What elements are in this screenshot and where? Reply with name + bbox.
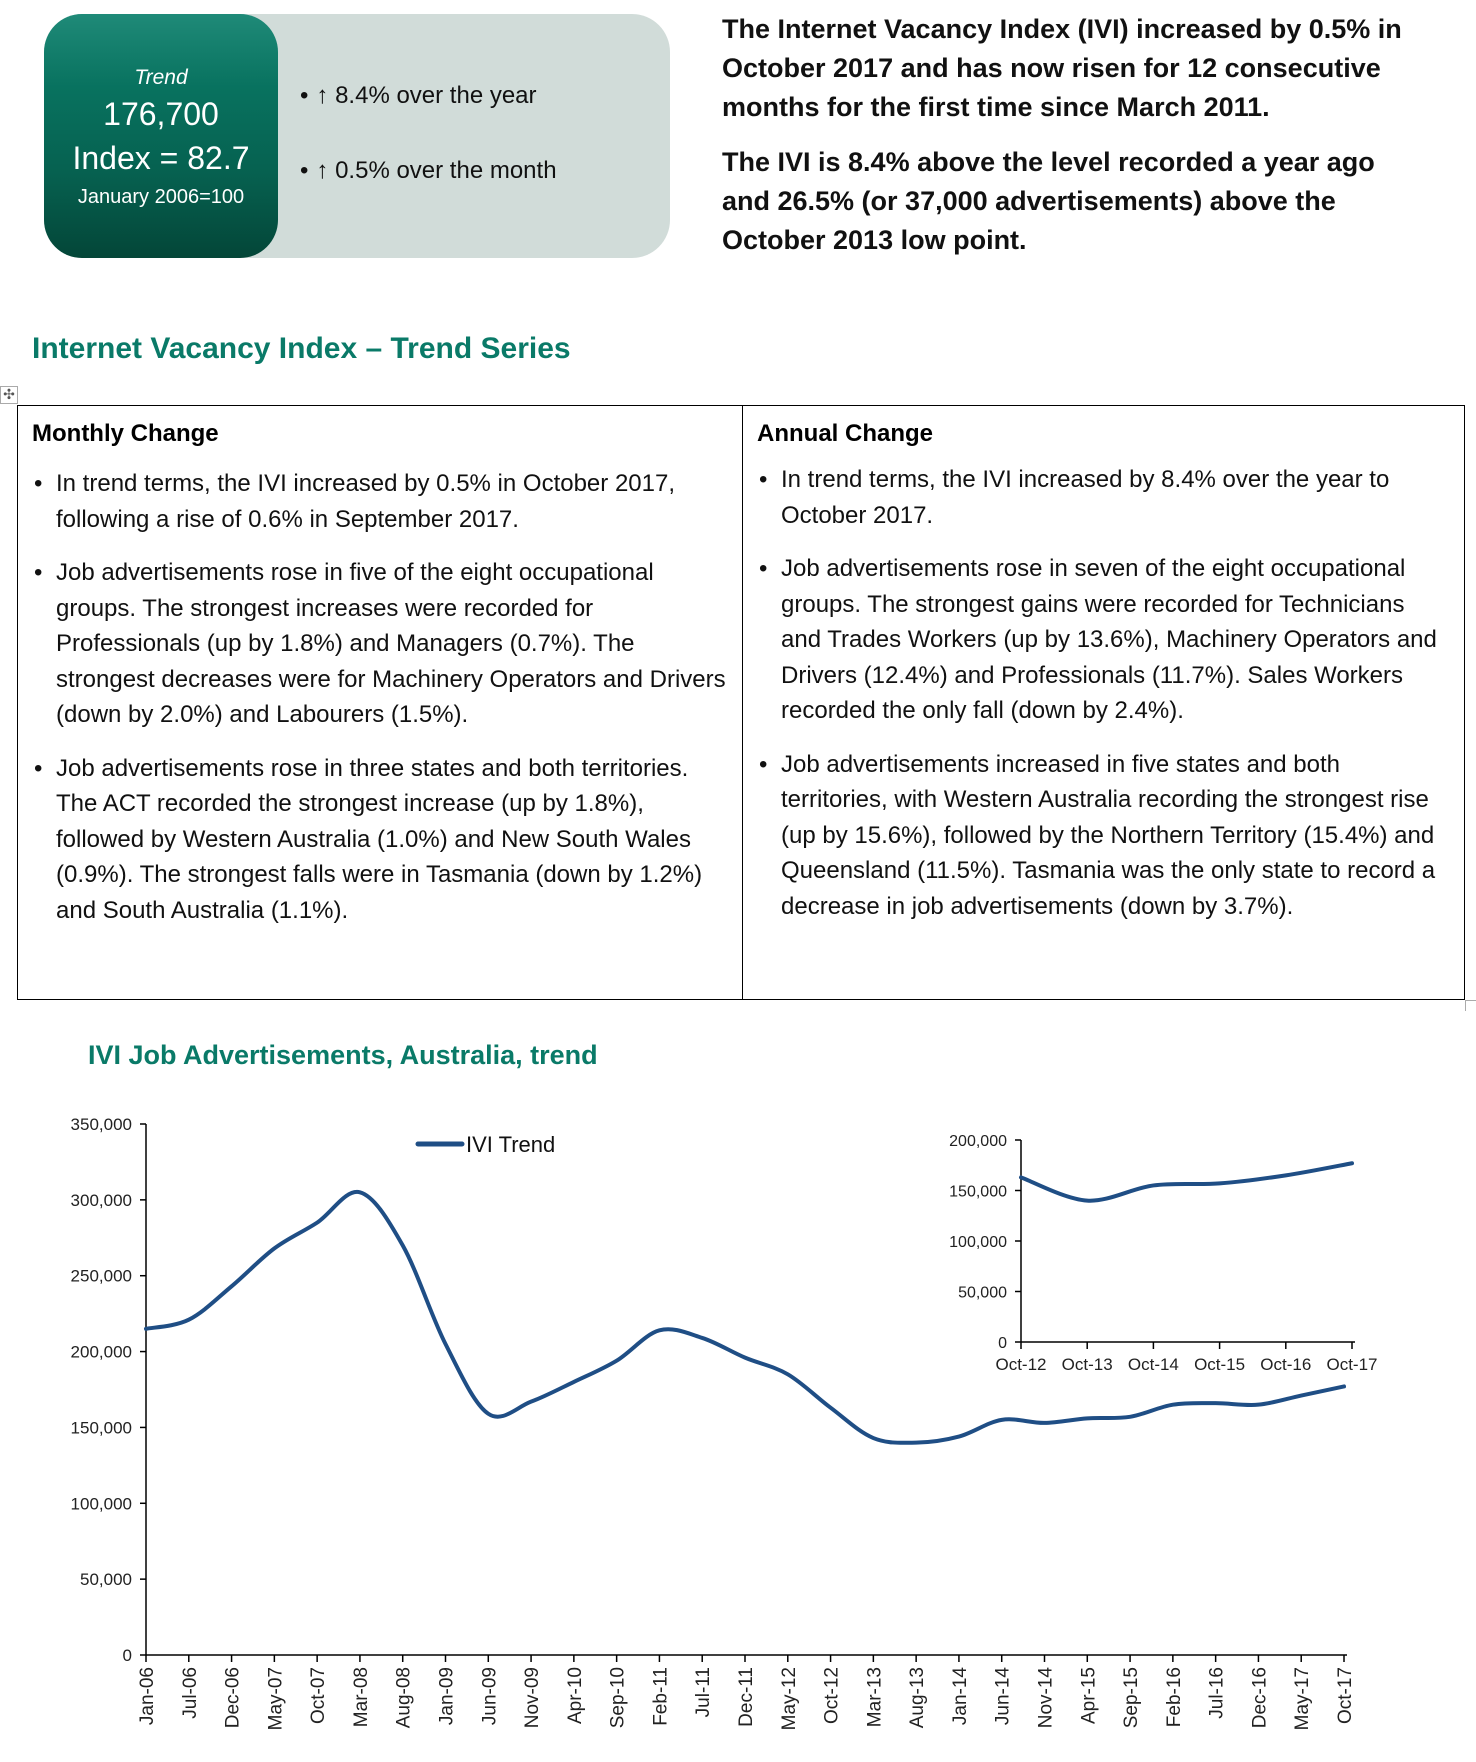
series-line [1021,1163,1352,1200]
monthly-change-column [18,406,743,999]
x-tick-label: Dec-16 [1249,1667,1271,1729]
main-chart [71,1115,1356,1730]
x-tick-label: Nov-09 [522,1667,544,1729]
y-tick-label: 0 [122,1646,132,1665]
x-tick-label: May-07 [265,1667,287,1731]
x-tick-label: Sep-10 [607,1667,629,1729]
x-tick-label: May-17 [1292,1667,1314,1731]
x-tick-label: Jan-09 [436,1667,458,1726]
trend-summary-table [17,405,1465,1000]
trend-label: Trend [134,66,188,89]
list-item: • Job advertisements rose in seven of the eight occupational groups. The strongest gains were recorded for Technicians and Trades Workers (up by 13.6%), Machinery Operators and Drivers (12.4%) and Professionals (11.7%). Sales Workers recorded the only fall (down by 2.4%). [757,551,1450,729]
x-tick-label: Jun-14 [992,1667,1014,1726]
list-item: • Job advertisements increased in five states and both territories, with Western Australia recording the strongest rise (up by 15.6%), followed by the Northern Territory (15.4%) and Queensland (11.5%). Tasmania was the only state to record a decrease in job advertisements (down by 3.7%). [757,747,1450,925]
list-item: • In trend terms, the IVI increased by 0.5% in October 2017, following a rise of 0.6% in September 2017. [32,466,728,537]
y-tick-label: 0 [998,1335,1007,1352]
x-tick-label: Dec-06 [222,1667,244,1729]
y-tick-label: 100,000 [70,1494,132,1514]
bullet-list [32,466,728,928]
headline-paragraph: The Internet Vacancy Index (IVI) increased by 0.5% in October 2017 and has now risen for 12 consecutive months for the first time since March 2011. [722,14,1402,122]
x-tick-label: Oct-14 [1127,1355,1179,1374]
trend-value: 176,700 [103,96,219,132]
x-tick-label: Mar-13 [864,1667,886,1728]
x-tick-label: Oct-13 [1061,1355,1113,1374]
y-tick-label: 150,000 [949,1183,1007,1201]
x-tick-label: Jun-09 [479,1667,501,1726]
arrow-up-icon: ↑ [316,82,329,109]
section-title: Internet Vacancy Index – Trend Series [32,332,571,365]
table-resize-handle[interactable] [1465,1000,1476,1011]
headline-text [722,10,1422,276]
y-tick-label: 50,000 [80,1570,132,1590]
y-tick-label: 50,000 [958,1284,1007,1302]
y-tick-label: 100,000 [949,1234,1007,1251]
y-tick-label: 150,000 [70,1418,132,1438]
y-tick-label: 350,000 [70,1115,132,1134]
column-heading: Annual Change [757,420,934,447]
list-item: • Job advertisements rose in five of the eight occupational groups. The strongest increases were recorded for Professionals (up by 1.8%) and Managers (0.7%). The strongest decreases were for Machinery Operators and Drivers (down by 2.0%) and Labourers (1.5%). [32,555,728,733]
index-value: Index = 82.7 [72,140,250,176]
x-tick-label: Jul-06 [179,1667,201,1719]
x-tick-label: Jan-06 [137,1667,158,1726]
line-chart [0,1080,1476,1762]
x-tick-label: Aug-08 [393,1667,415,1729]
x-tick-label: Oct-17 [1335,1667,1356,1725]
x-tick-label: Oct-12 [821,1667,843,1725]
headline-paragraph: The IVI is 8.4% above the level recorded a year ago and 26.5% (or 37,000 advertisements) above the October 2013 low point. [722,147,1375,255]
chart-legend [418,1132,555,1157]
y-tick-label: 200,000 [949,1133,1007,1150]
index-base: January 2006=100 [77,186,245,208]
chart-title: IVI Job Advertisements, Australia, trend [88,1040,598,1070]
x-tick-label: Oct-17 [1326,1355,1378,1374]
summary-card-headline-panel [44,14,278,258]
column-heading: Monthly Change [32,420,219,447]
summary-item-month: • ↑ 0.5% over the month [300,157,557,184]
x-tick-label: Jan-14 [949,1667,971,1726]
legend-label: IVI Trend [466,1132,556,1157]
arrow-up-icon: ↑ [316,157,329,184]
x-tick-label: Apr-15 [1078,1667,1100,1725]
x-tick-label: Oct-15 [1194,1355,1246,1374]
list-item: • In trend terms, the IVI increased by 8.4% over the year to October 2017. [757,462,1450,533]
y-tick-label: 300,000 [70,1190,132,1210]
summary-item-year: • ↑ 8.4% over the year [300,82,537,109]
x-tick-label: Sep-15 [1121,1667,1143,1729]
x-tick-label: Mar-08 [350,1667,372,1728]
y-tick-label: 250,000 [70,1266,132,1286]
list-item: • Job advertisements rose in three states and both territories. The ACT recorded the strongest increase (up by 1.8%), followed by Western Australia (1.0%) and New South Wales (0.9%). The strongest falls were in Tasmania (down by 1.2%) and South Australia (1.1%). [32,751,728,929]
series-line [146,1192,1344,1443]
x-tick-label: Jul-16 [1206,1667,1228,1719]
x-tick-label: Apr-10 [564,1667,586,1725]
x-tick-label: Oct-16 [1260,1355,1312,1374]
x-tick-label: May-12 [778,1667,800,1731]
x-tick-label: Feb-16 [1163,1667,1185,1728]
x-tick-label: Dec-11 [736,1667,757,1727]
y-tick-label: 200,000 [70,1342,132,1362]
x-tick-label: Oct-12 [995,1355,1047,1374]
annual-change-column [743,406,1464,999]
table-move-handle-icon[interactable]: ✣ [0,386,18,404]
x-tick-label: Jul-11 [693,1667,715,1718]
x-tick-label: Oct-07 [308,1667,330,1725]
x-tick-label: Nov-14 [1035,1667,1057,1729]
x-tick-label: Feb-11 [650,1667,672,1726]
x-tick-label: Aug-13 [907,1667,929,1729]
bullet-list [757,462,1450,924]
inset-chart [949,1133,1377,1374]
